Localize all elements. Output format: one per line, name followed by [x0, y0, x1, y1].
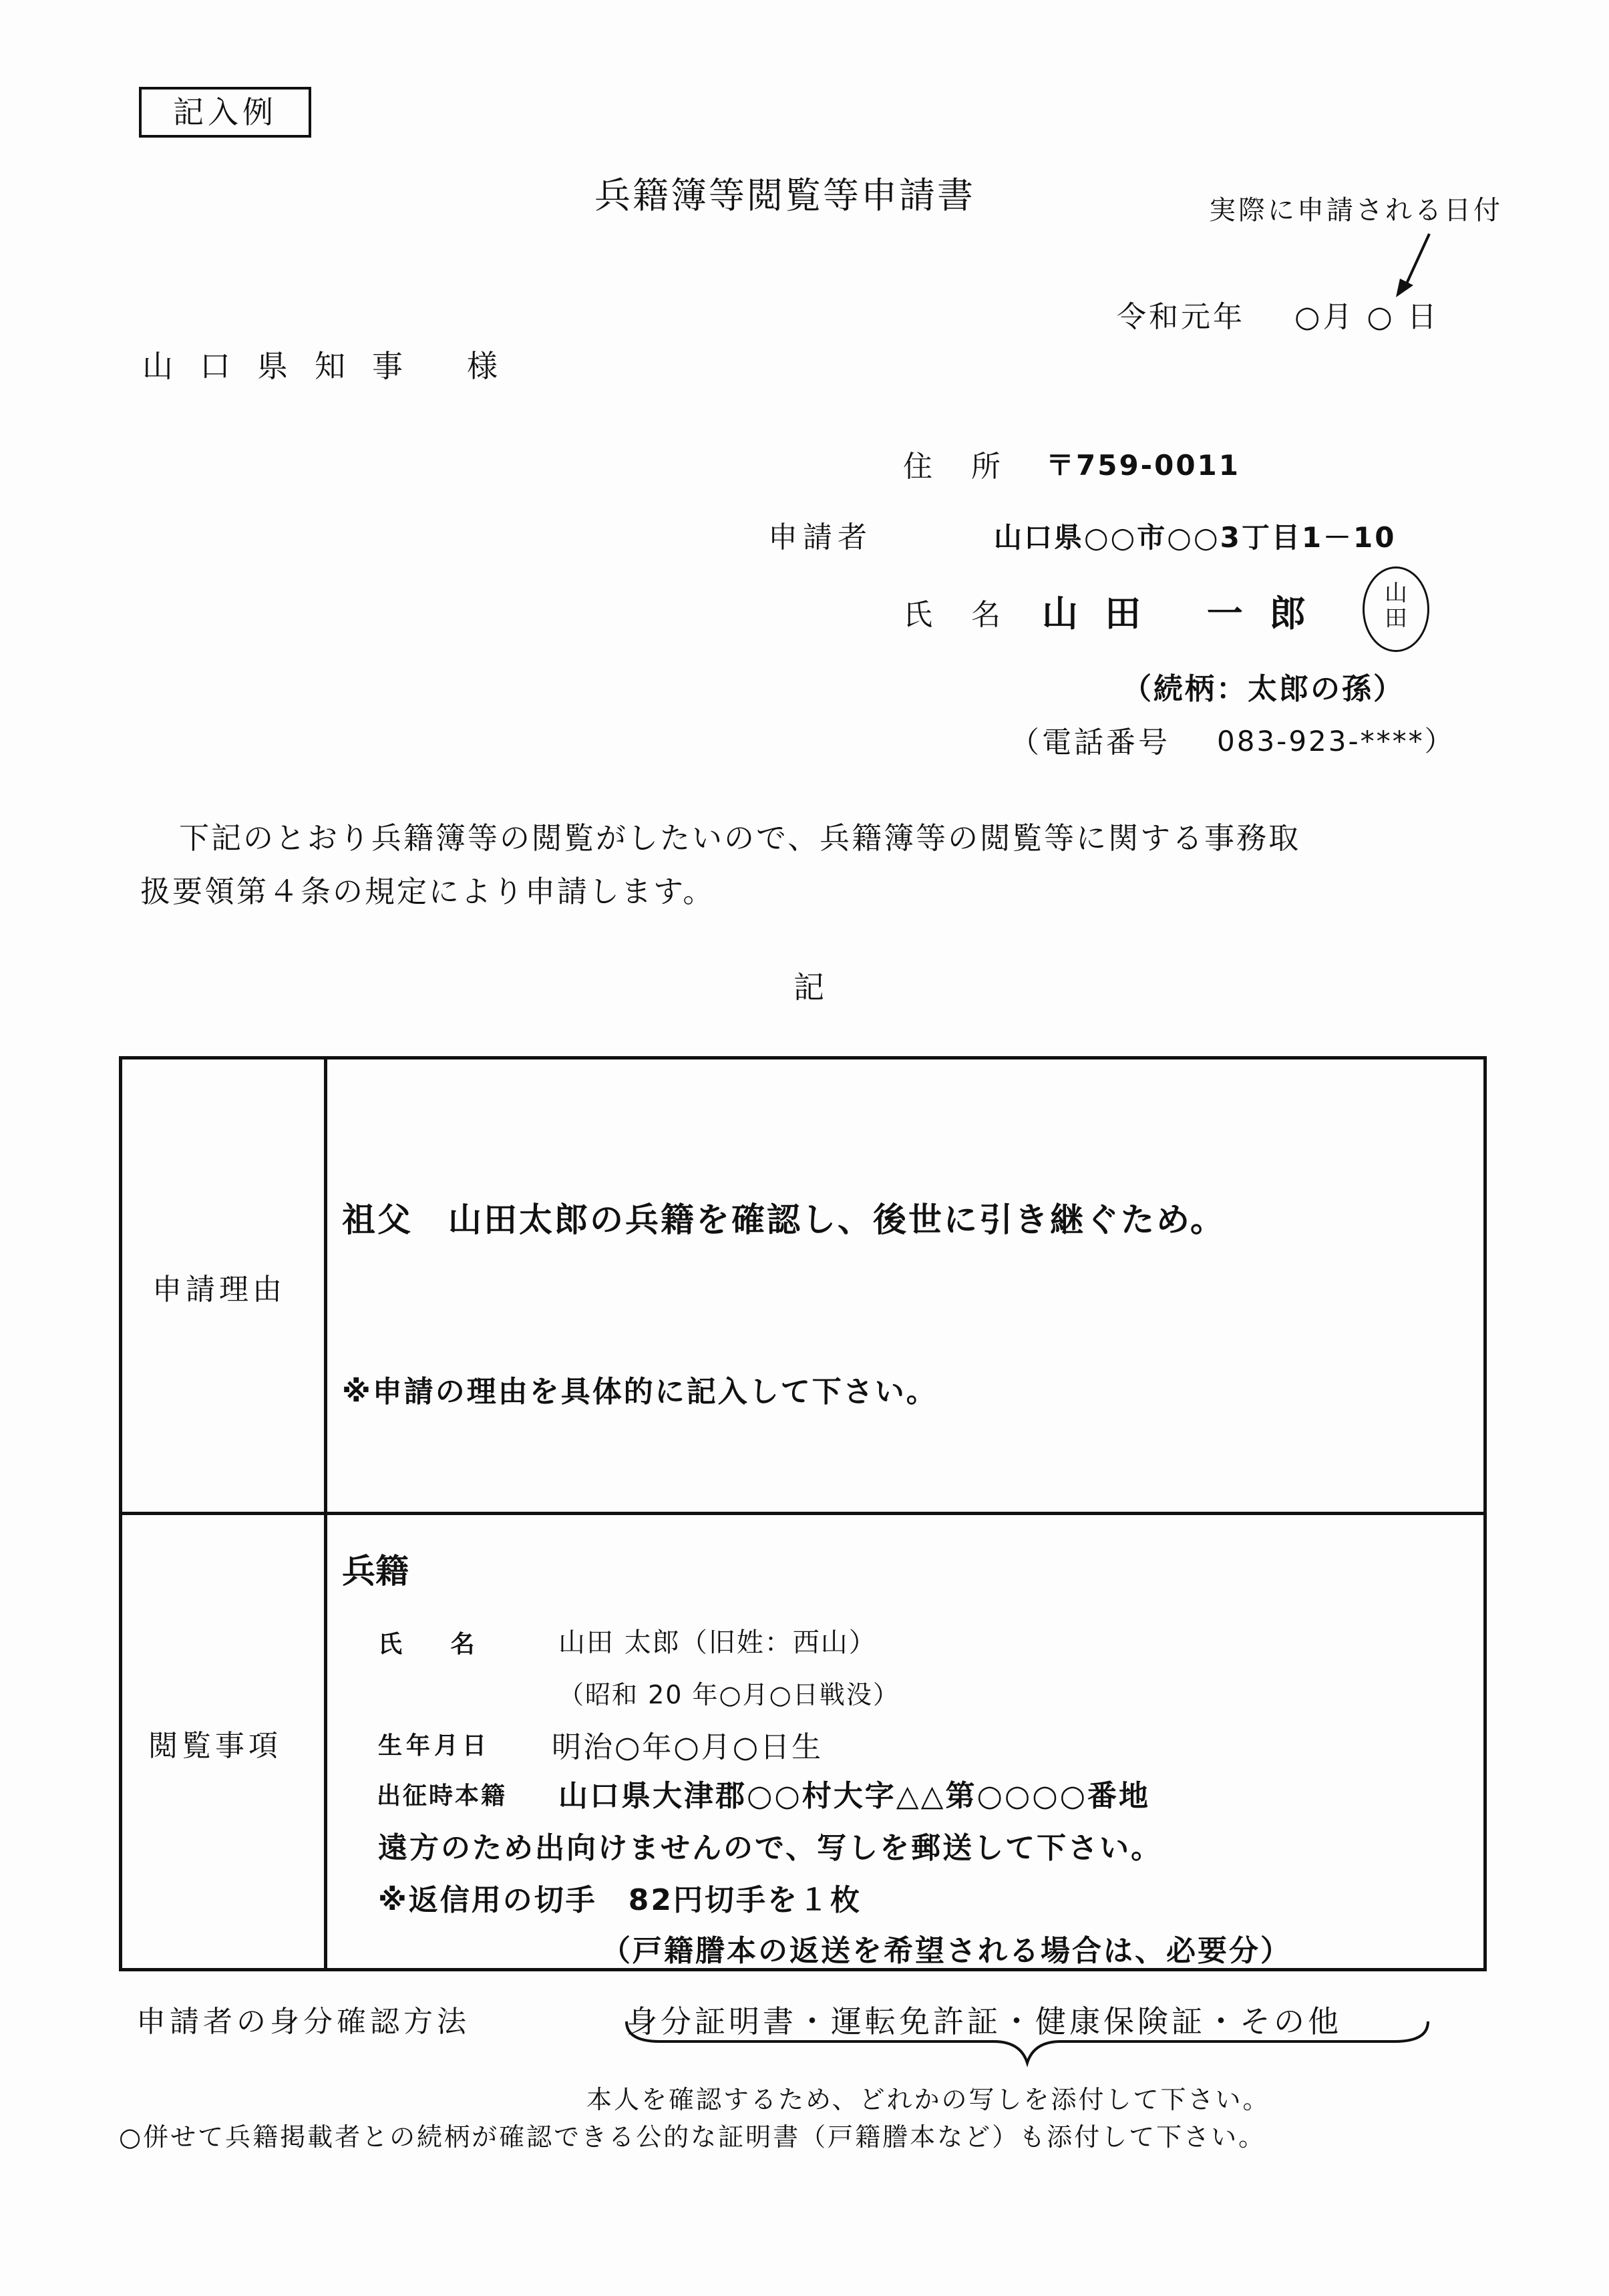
id-options: 身分証明書・運転免許証・健康保険証・その他 — [627, 2003, 1342, 2039]
personal-seal-stamp — [1363, 566, 1429, 652]
items-heading: 兵籍 — [342, 1552, 409, 1591]
curly-brace-icon — [620, 2015, 1435, 2068]
return-stamp: ※返信用の切手 82円切手を１枚 — [378, 1883, 862, 1917]
applicant-name: 山田 一郎 — [1042, 593, 1332, 635]
relation: （続柄：太郎の孫） — [1122, 672, 1405, 706]
items-label: 閲覧事項 — [148, 1729, 282, 1763]
mail-request: 遠方のため出向けませんので、写しを郵送して下さい。 — [378, 1831, 1163, 1865]
date-day-suffix: 日 — [1407, 300, 1439, 334]
date-day: ○ — [1367, 300, 1395, 334]
sample-label: 記入例 — [173, 94, 277, 130]
seal-char-2: 田 — [1385, 605, 1407, 632]
soldier-name: 山田 太郎（旧姓：西山） — [558, 1627, 877, 1658]
death-note: （昭和 20 年○月○日戦没） — [558, 1680, 900, 1709]
applicant-address: 山口県○○市○○3丁目1－10 — [994, 521, 1397, 554]
postal-code: 〒759-0011 — [1046, 449, 1240, 482]
koseki-note: （戸籍謄本の返送を希望される場合は、必要分） — [601, 1934, 1292, 1968]
addressee — [142, 342, 498, 386]
application-date — [1117, 293, 1439, 335]
domicile-label: 出征時本籍 — [377, 1782, 508, 1810]
date-month: ○月 — [1294, 300, 1355, 334]
birth-label: 生年月日 — [378, 1732, 491, 1760]
table-row-divider — [119, 1512, 1487, 1515]
id-method-label: 申請者の身分確認方法 — [136, 2005, 470, 2039]
addressee-name: 山口県知事 — [142, 348, 429, 384]
reason-text: 祖父 山田太郎の兵籍を確認し、後世に引き継ぐため。 — [342, 1200, 1226, 1239]
date-era: 令和元年 — [1117, 300, 1245, 334]
soldier-name-label: 氏 名 — [378, 1631, 495, 1658]
birth-date: 明治○年○月○日生 — [552, 1730, 824, 1764]
footer-note: ○併せて兵籍掲載者との続柄が確認できる公的な証明書（戸籍謄本など）も添付して下さい。 — [119, 2122, 1266, 2152]
addressee-honorific: 様 — [467, 348, 498, 384]
seal-char-1: 山 — [1385, 580, 1407, 607]
address-label: 住 所 — [903, 450, 1015, 484]
domicile-value: 山口県大津郡○○村大字△△第○○○○番地 — [558, 1779, 1151, 1813]
document-title: 兵籍簿等閲覧等申請書 — [594, 174, 975, 216]
reason-label: 申請理由 — [152, 1273, 286, 1307]
sample-label-box — [139, 87, 311, 138]
ki-heading: 記 — [793, 969, 824, 1005]
date-annotation: 実際に申請される日付 — [1209, 195, 1503, 226]
name-label: 氏 名 — [903, 598, 1015, 632]
intro-line-2: 扱要領第４条の規定により申請します。 — [140, 874, 715, 909]
reason-note: ※申請の理由を具体的に記入して下さい。 — [342, 1375, 938, 1409]
applicant-label: 申請者 — [768, 520, 872, 554]
attach-note: 本人を確認するため、どれかの写しを添付して下さい。 — [586, 2085, 1270, 2114]
intro-line-1: 下記のとおり兵籍簿等の閲覧がしたいので、兵籍簿等の閲覧等に関する事務取 — [179, 820, 1301, 856]
phone-label: （電話番号 — [1010, 725, 1170, 760]
phone-number: 083-923-****） — [1217, 725, 1455, 758]
